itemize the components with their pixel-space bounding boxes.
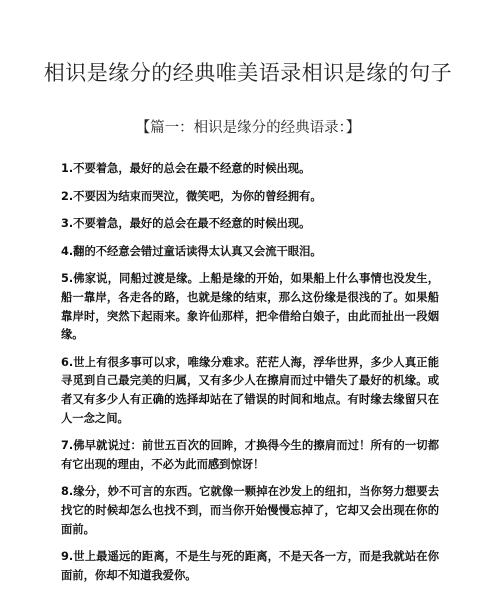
quote-item-6: 6.世上有很多事可以求，唯缘分难求。茫茫人海，浮华世界，多少人真正能寻觅到自己最完美的归属，又有多少人在擦肩而过中错失了最好的机缘。或者又有多少人有正确的选择却站在了错误的时间和地点。有时缘去缘留只在人一念之间。 [61, 355, 439, 425]
quote-item-7: 7.佛早就说过：前世五百次的回眸，才换得今生的擦肩而过！所有的一切都有它出现的理由，不必为此而感到惊讶！ [61, 439, 439, 471]
document-title: 相识是缘分的经典唯美语录相识是缘的句子 [43, 61, 453, 85]
quote-item-9: 9.世上最遥远的距离，不是生与死的距离，不是天各一方，而是我就站在你面前，你却不知道我爱你。 [61, 550, 439, 582]
quote-item-3: 3.不要着急，最好的总会在最不经意的时候出现。 [61, 217, 311, 231]
quote-item-1: 1.不要着急，最好的总会在最不经意的时候出现。 [61, 162, 311, 175]
quote-item-8: 8.缘分，妙不可言的东西。它就像一颗掉在沙发上的纽扣，当你努力想要去找它的时候却怎么也找不到，而当你开始慢慢忘掉了，它却又会出现在你的面前。 [61, 485, 439, 536]
quote-item-4: 4.翻的不经意会错过童话读得太认真又会流干眼泪。 [61, 244, 322, 258]
section-heading: 【篇一：相识是缘分的经典语录：】 [135, 120, 361, 136]
quote-list [61, 160, 439, 594]
quote-item-5: 5.佛家说，同船过渡是缘。上船是缘的开始，如果船上什么事情也没发生，船一靠岸，各走各的路，也就是缘的结束，那么这份缘是很浅的了。如果船靠岸时，突然下起雨来。象许仙那样，把伞借给白娘子，由此而扯出一段姻缘。 [61, 272, 439, 342]
quote-item-2: 2.不要因为结束而哭泣，微笑吧，为你的曾经拥有。 [61, 189, 322, 203]
